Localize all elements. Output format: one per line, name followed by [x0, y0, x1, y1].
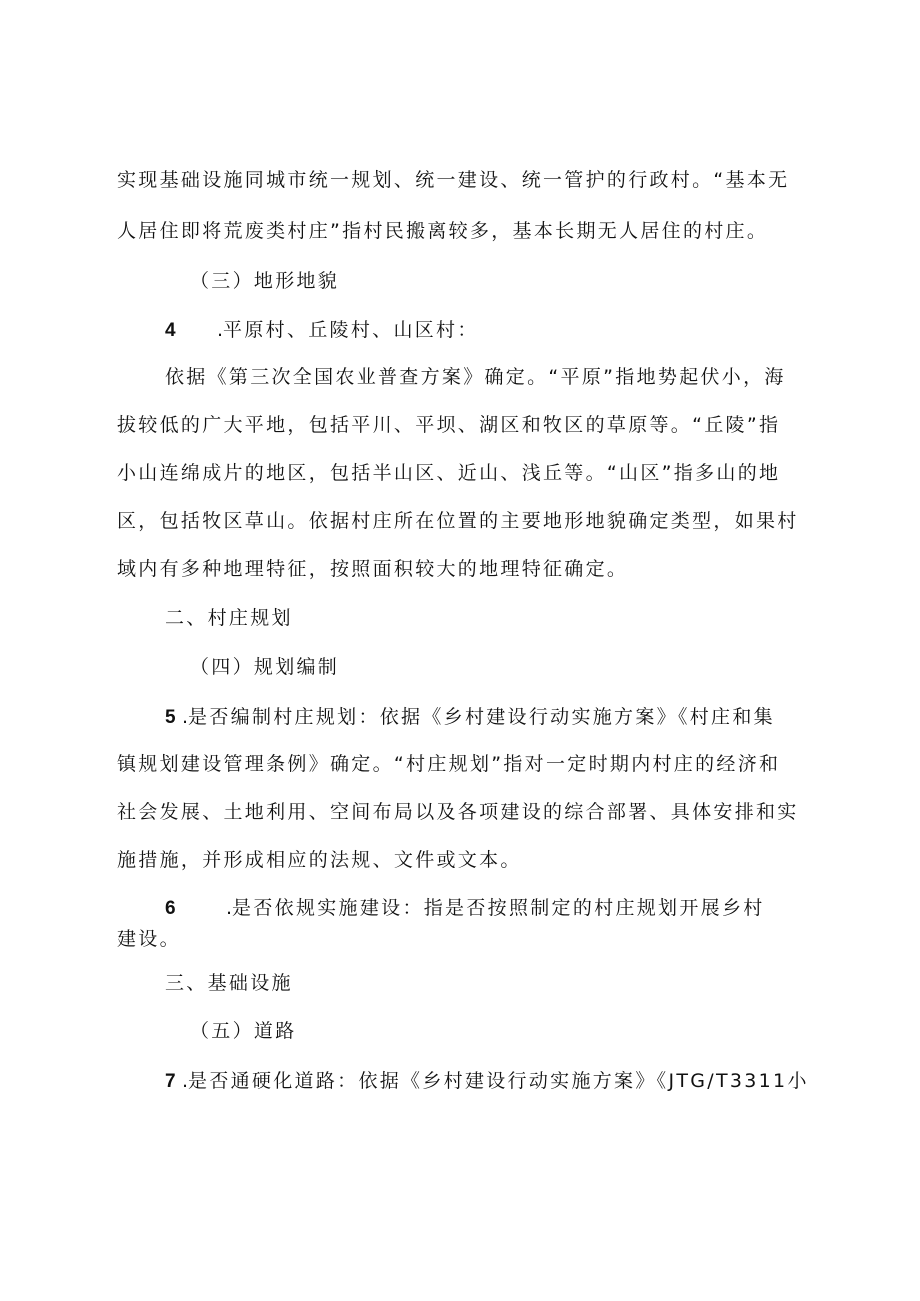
item-marker: . [182, 706, 189, 728]
item-marker: . [226, 897, 233, 919]
section-heading: （四）规划编制 [190, 656, 340, 678]
paragraph-line: 实现基础设施同城市统一规划、统一建设、统一管护的行政村。“基本无 [117, 169, 790, 191]
item-text: 是否依规实施建设：指是否按照制定的村庄规划开展乡村 [232, 897, 765, 919]
numbered-item [165, 315, 479, 346]
item-number: 7 [165, 1071, 176, 1092]
section-heading: （三）地形地貌 [190, 270, 340, 292]
item-number: 6 [165, 898, 176, 919]
item-number: 5 [165, 707, 176, 728]
paragraph-line: 拔较低的广大平地，包括平川、平坝、湖区和牧区的草原等。“丘陵”指 [117, 414, 781, 436]
section-heading: 三、基础设施 [165, 972, 293, 994]
item-text: 是否通硬化道路：依据《乡村建设行动实施方案》《JTG/T3311小 [188, 1070, 809, 1092]
paragraph-line: 施措施，并形成相应的法规、文件或文本。 [117, 849, 522, 871]
paragraph-line: 镇规划建设管理条例》确定。“村庄规划”指对一定时期内村庄的经济和 [117, 753, 781, 775]
item-marker: . [217, 319, 224, 341]
item-marker: . [182, 1070, 189, 1092]
numbered-item [165, 702, 775, 733]
paragraph-line: 小山连绵成片的地区，包括半山区、近山、浅丘等。“山区”指多山的地 [117, 462, 781, 484]
paragraph-line: 建设。 [117, 928, 181, 950]
item-text: 平原村、丘陵村、山区村： [223, 319, 479, 341]
numbered-item [165, 893, 765, 924]
section-heading: 二、村庄规划 [165, 607, 293, 629]
paragraph-line: 人居住即将荒废类村庄”指村民搬离较多，基本长期无人居住的村庄。 [117, 220, 769, 242]
paragraph-line: 依据《第三次全国农业普查方案》确定。“平原”指地势起伏小，海 [165, 366, 786, 388]
paragraph-line: 社会发展、土地利用、空间布局以及各项建设的综合部署、具体安排和实 [117, 801, 799, 823]
paragraph-line: 区，包括牧区草山。依据村庄所在位置的主要地形地貌确定类型，如果村 [117, 510, 799, 532]
numbered-item [165, 1066, 809, 1097]
item-text: 是否编制村庄规划：依据《乡村建设行动实施方案》《村庄和集 [188, 706, 775, 728]
section-heading: （五）道路 [190, 1020, 297, 1042]
item-number: 4 [165, 320, 176, 341]
paragraph-line: 域内有多种地理特征，按照面积较大的地理特征确定。 [117, 558, 629, 580]
